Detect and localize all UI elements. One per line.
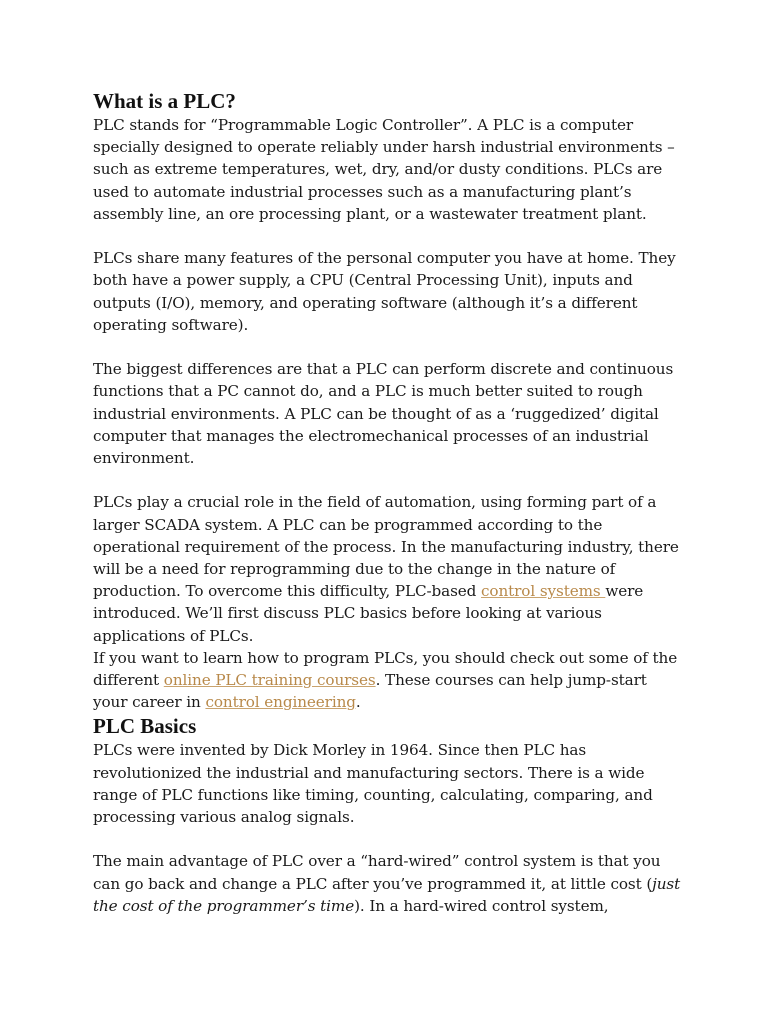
- document-page: [93, 88, 683, 917]
- text-segment: ). In a hard-wired control system,: [354, 896, 609, 915]
- text-segment: . These courses can help jump-start your career in: [93, 671, 647, 712]
- link-online-plc-training-courses[interactable]: online PLC training courses: [163, 671, 376, 690]
- paragraph-differences: The biggest differences are that a PLC can perform discrete and continuous functions that a PC cannot do, and a PLC is much better suited to rough industrial environments. A PLC can be thought of as a ‘ruggedized’ digital computer that manages the electromechanical processes of an industrial environment.: [93, 360, 674, 468]
- paragraph-training-courses: [93, 647, 683, 714]
- text-segment: PLCs play a crucial role in the field of automation, using forming part of a larger SCADA system. A PLC can be programmed according to the operational requirement of the process. In the manufacturing industry, there will be a need for reprogramming due to the change in the nature of production. To overcome this difficulty, PLC-based: [93, 493, 679, 601]
- paragraph-plc-advantage: [93, 850, 683, 917]
- heading-what-is-a-plc: What is a PLC?: [93, 89, 236, 113]
- paragraph-pc-features: PLCs share many features of the personal computer you have at home. They both have a power supply, a CPU (Central Processing Unit), inputs and outputs (I/O), memory, and operating software (although it’s a different operating software).: [93, 249, 676, 334]
- text-emphasis: just the cost of the programmer’s time: [93, 874, 681, 915]
- text-segment: The main advantage of PLC over a “hard-wired” control system is that you can go back and change a PLC after you’ve programmed it, at little cost (: [93, 852, 661, 893]
- heading-plc-basics: PLC Basics: [93, 714, 197, 739]
- paragraph-automation-role: [93, 491, 683, 646]
- paragraph-plc-history: PLCs were invented by Dick Morley in 1964. Since then PLC has revolutionized the industrial and manufacturing sectors. There is a wide range of PLC functions like timing, counting, calculating, comparing, and processing various analog signals.: [93, 741, 653, 827]
- link-control-systems[interactable]: control systems: [481, 582, 606, 601]
- link-control-engineering[interactable]: control engineering: [205, 693, 356, 712]
- text-segment: were introduced. We’ll first discuss PLC basics before looking at various applications of PLCs.: [93, 582, 644, 645]
- paragraph-plc-definition: PLC stands for “Programmable Logic Controller”. A PLC is a computer specially designed to operate reliably under harsh industrial environments – such as extreme temperatures, wet, dry, and/or dusty conditions. PLCs are used to automate industrial processes such as a manufacturing plant’s assembly line, an ore processing plant, or a wastewater treatment plant.: [93, 116, 675, 223]
- text-segment: .: [355, 693, 361, 712]
- text-segment: If you want to learn how to program PLCs, you should check out some of the different: [93, 648, 678, 690]
